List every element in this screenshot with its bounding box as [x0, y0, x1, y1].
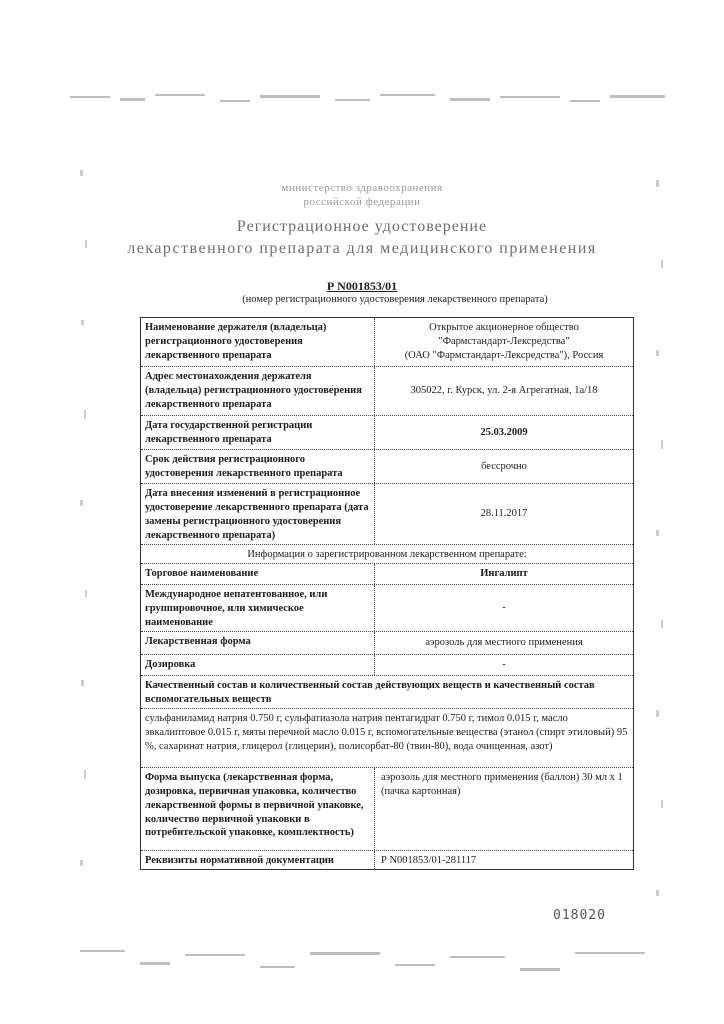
dosage-value: - [502, 659, 506, 671]
certificate-title: Регистрационное удостоверение [236, 218, 488, 235]
table-row [141, 709, 633, 768]
certificate-subtitle: лекарственного препарата для медицинского применения [127, 240, 597, 257]
registration-table [140, 317, 634, 870]
trade-name-label: Торговое наименование [141, 564, 375, 584]
validity-label: Срок действия регистрационного удостоверения лекарственного препарата [141, 450, 375, 483]
form-serial-number: 018020 [553, 908, 606, 923]
scan-noise-right [650, 150, 670, 950]
table-row [141, 676, 633, 709]
holder-name-line: Открытое акционерное общество [429, 322, 579, 334]
release-form-label: Форма выпуска (лекарственная форма, дозировка, первичная упаковка, количество лекарственной формы в первичной упаковке, количество первичной упаковки в потребительской упаковке, комплектность) [141, 768, 375, 850]
holder-address-line: 305022, г. Курск, ул. 2-я Агрегатная, 1а/18 [410, 385, 598, 397]
scan-noise-top [60, 88, 680, 114]
table-row [141, 484, 633, 545]
dosage-form-label: Лекарственная форма [141, 632, 375, 654]
table-row [141, 318, 633, 367]
table-row [141, 450, 633, 484]
holder-address-label: Адрес местонахождения держателя (владельца) регистрационного удостоверения лекарственного препарата [141, 367, 375, 415]
trade-name-value: Ингалипт [480, 568, 528, 580]
dosage-form-value: аэрозоль для местного применения [425, 637, 583, 649]
table-row [141, 655, 633, 676]
dosage-label: Дозировка [141, 655, 375, 675]
ministry-header-line2: российской федерации [303, 196, 421, 208]
registration-date-value [375, 416, 633, 449]
normative-docs-value: Р N001853/01-281117 [381, 855, 477, 866]
registration-number: Р N001853/01 [326, 279, 398, 293]
registration-date-text: 25.03.2009 [480, 426, 528, 438]
ministry-header-line1: министерство здравоохранения [281, 182, 443, 194]
table-row [141, 768, 633, 851]
validity-text: бессрочно [481, 460, 527, 472]
table-row [141, 851, 633, 869]
change-date-text: 28.11.2017 [480, 508, 528, 520]
validity-value [375, 450, 633, 483]
composition-text: сульфаниламид натрия 0.750 г, сульфатиазола натрия пентагидрат 0.750 г, тимол 0.015 г, масло эвкалиптовое 0.015 г, мяты перечной масло 0.015 г, вспомогательные вещества (этанол (спирт этиловый) 95 %, сахаринат натрия, глицерол (глицерин), полисорбат-80 (твин-80), вода очищенная, азот) [145, 713, 628, 752]
scan-noise-bottom [60, 940, 680, 980]
holder-name-line: (ОАО "Фармстандарт-Лексредства"), Россия [404, 349, 604, 361]
change-date-label: Дата внесения изменений в регистрационное удостоверение лекарственного препарата (дата замены регистрационного удостоверения лекарственного препарата) [141, 484, 375, 544]
holder-name-line: "Фармстандарт-Лексредства" [438, 336, 570, 348]
release-form-value: аэрозоль для местного применения (баллон) 30 мл х 1 (пачка картонная) [381, 772, 623, 797]
table-row [141, 416, 633, 450]
inn-value: - [502, 602, 506, 614]
change-date-value [375, 484, 633, 544]
table-row [141, 632, 633, 655]
table-row [141, 545, 633, 564]
holder-name-value [375, 318, 633, 366]
info-heading: Информация о зарегистрированном лекарственном препарате: [247, 549, 527, 560]
registration-date-label: Дата государственной регистрации лекарственного препарата [141, 416, 375, 449]
inn-label: Международное непатентованное, или группировочное, или химическое наименование [141, 585, 375, 631]
normative-docs-label: Реквизиты нормативной документации [141, 851, 375, 869]
table-row [141, 564, 633, 585]
scan-noise-left [76, 150, 94, 910]
registration-number-caption: (номер регистрационного удостоверения лекарственного препарата) [242, 294, 548, 305]
holder-address-value [375, 367, 633, 415]
table-row [141, 367, 633, 416]
table-row [141, 585, 633, 632]
composition-heading: Качественный состав и количественный состав действующих веществ и качественный состав вспомогательных веществ [145, 680, 595, 705]
holder-name-label: Наименование держателя (владельца) регистрационного удостоверения лекарственного препарата [141, 318, 375, 366]
